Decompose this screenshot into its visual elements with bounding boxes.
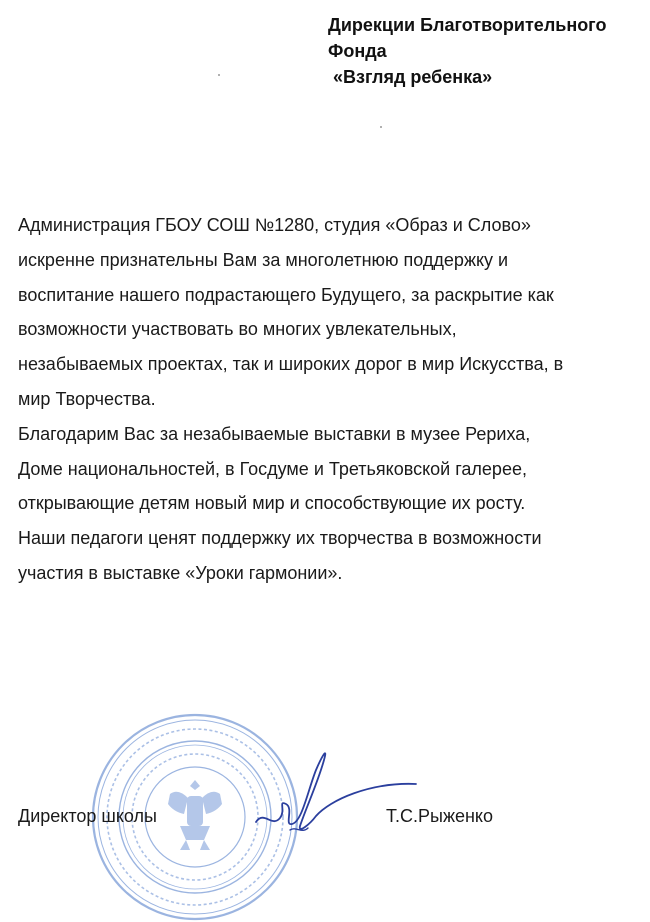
letter-body [18,208,638,591]
eagle-emblem [168,780,222,850]
body-line: искренне признательны Вам за многолетнюю поддержку и [18,249,509,270]
body-line: Благодарим Вас за незабываемые выставки в музее Рериха, [18,423,531,444]
scan-speck [380,126,382,128]
signatory-name: Т.С.Рыженко [386,806,494,826]
body-line: участия в выставке «Уроки гармонии». [18,562,343,583]
addressee-line: Фонда [328,41,387,61]
body-line: мир Творчества. [18,388,156,409]
signatory-title: Директор школы [18,806,157,826]
addressee-line: «Взгляд ребенка» [328,67,493,87]
body-line: Доме национальностей, в Госдуме и Третьяковской галерее, [18,458,527,479]
addressee-block [328,12,644,90]
signature-block [0,700,650,900]
scan-speck [218,74,220,76]
body-line: воспитание нашего подрастающего Будущего, за раскрытие как [18,284,554,305]
body-line: незабываемых проектах, так и широких дорог в мир Искусства, в [18,354,564,375]
body-line: открывающие детям новый мир и способствующие их росту. [18,493,526,514]
body-line: Наши педагоги ценят поддержку их творчества в возможности [18,528,542,549]
addressee-line: Дирекции Благотворительного [328,15,607,35]
body-line: возможности участвовать во многих увлекательных, [18,319,457,340]
body-line: Администрация ГБОУ СОШ №1280, студия «Образ и Слово» [18,215,531,235]
